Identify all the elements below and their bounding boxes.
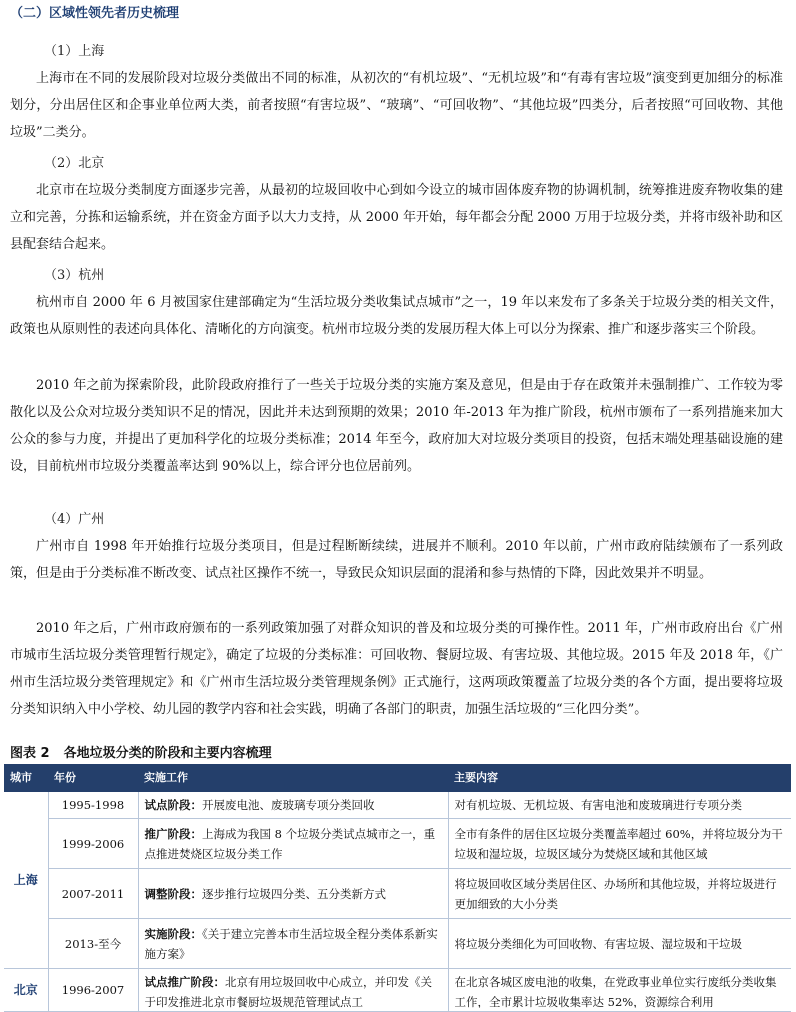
stages-table: [4, 764, 791, 1012]
paragraph-hangzhou-2: 2010 年之前为探索阶段，此阶段政府推行了一些关于垃圾分类的实施方案及意见，但是由于存在政策并未强制推广、工作较为零散化以及公众对垃圾分类知识不足的情况，因此并未达到预期的效果；2010 年-2013 年为推广阶段，杭州市颁布了一系列措施来加大公众的参与力度，并提出了更加科学化的垃圾分类标准；2014 年至今，政府加大对垃圾分类项目的投资，包括末端处理基础设施的建设，目前杭州市垃圾分类覆盖率达到 90%以上，综合评分也位居前列。: [10, 378, 783, 474]
work-cell: [138, 869, 448, 919]
figure-label: 图表 2: [10, 746, 50, 761]
header-content: 主要内容: [448, 764, 791, 791]
subheading-shanghai: （1）上海: [44, 44, 105, 59]
content-cell: 对有机垃圾、无机垃圾、有害电池和废玻璃进行专项分类: [448, 791, 791, 819]
subheading-beijing: （2）北京: [44, 156, 105, 171]
content-cell: 全市有条件的居住区垃圾分类覆盖率超过 60%，并将垃圾分为干垃圾和湿垃圾，垃圾区域分为焚烧区域和其他区域: [448, 819, 791, 869]
city-cell: 北京: [4, 969, 48, 1012]
content-cell: 将垃圾回收区域分类居住区、办场所和其他垃圾，并将垃圾进行更加细致的大小分类: [448, 869, 791, 919]
work-text: 北京有用垃圾回收中心成立，并印发《关于印发推进北京市餐厨垃圾规范管理试点工: [144, 975, 432, 1008]
work-cell: [138, 919, 448, 969]
work-text: 逐步推行垃圾四分类、五分类新方式: [202, 886, 386, 901]
work-text: 上海成为我国 8 个垃圾分类试点城市之一，重点推进焚烧区垃圾分类工作: [144, 826, 436, 861]
year-cell: 1999-2006: [48, 819, 138, 869]
year-cell: 2013-至今: [48, 919, 138, 969]
year-cell: 1995-1998: [48, 791, 138, 819]
paragraph-beijing: 北京市在垃圾分类制度方面逐步完善，从最初的垃圾回收中心到如今设立的城市固体废弃物的协调机制，统筹推进废弃物收集的建立和完善，分拣和运输系统，并在资金方面予以大力支持，从 2000 年开始，每年都会分配 2000 万用于垃圾分类，并将市级补助和区县配套结合起来。: [10, 183, 783, 252]
subheading-guangzhou: （4）广州: [44, 512, 105, 527]
subheading-hangzhou: （3）杭州: [44, 268, 105, 283]
year-cell: 2007-2011: [48, 869, 138, 919]
table-row: [4, 791, 791, 819]
paragraph-guangzhou-1: 广州市自 1998 年开始推行垃圾分类项目，但是过程断断续续，进展并不顺利。2010 年以前，广州市政府陆续颁布了一系列政策，但是由于分类标准不断改变、试点社区操作不统一，导致民众知识层面的混淆和参与热情的下降，因此效果并不明显。: [10, 539, 783, 581]
table-row: [4, 869, 791, 919]
content-cell: 将垃圾分类细化为可回收物、有害垃圾、湿垃圾和干垃圾: [448, 919, 791, 969]
table-header-row: [4, 764, 791, 791]
figure-title: [10, 742, 272, 761]
stage-label: 试点推广阶段：: [144, 975, 225, 989]
header-city: 城市: [4, 764, 48, 791]
year-cell: 1996-2007: [48, 969, 138, 1012]
work-cell: [138, 969, 448, 1012]
paragraph-guangzhou-2: 2010 年之后，广州市政府颁布的一系列政策加强了对群众知识的普及和垃圾分类的可操作性。2011 年，广州市政府出台《广州市城市生活垃圾分类管理暂行规定》，确定了垃圾的分类标准：可回收物、餐厨垃圾、有害垃圾、其他垃圾。2015 年及 2018 年，《广州市生活垃圾分类管理规定》和《广州市生活垃圾分类管理规条例》正式施行，这两项政策覆盖了垃圾分类的各个方面，提出要将垃圾分类知识纳入中小学校、幼儿园的教学内容和社会实践，明确了各部门的职责，加强生活垃圾的“三化四分类”。: [10, 621, 783, 717]
work-cell: [138, 791, 448, 819]
figure-caption: 各地垃圾分类的阶段和主要内容梳理: [63, 746, 272, 761]
table-row: [4, 969, 791, 1012]
table-row: [4, 919, 791, 969]
header-year: 年份: [48, 764, 138, 791]
content-cell: [448, 969, 791, 1012]
content-text: 在北京各城区废电池的收集，在党政事业单位实行废纸分类收集工作，全市累计垃圾收集率达 52%，资源综合利用: [454, 975, 777, 1008]
stage-label: 实施阶段：: [144, 926, 202, 941]
stage-label: 调整阶段：: [144, 886, 202, 901]
paragraph-hangzhou-1: 杭州市自 2000 年 6 月被国家住建部确定为“生活垃圾分类收集试点城市”之一，19 年以来发布了多条关于垃圾分类的相关文件，政策也从原则性的表述向具体化、清晰化的方向演变。杭州市垃圾分类的发展历程大体上可以分为探索、推广和逐步落实三个阶段。: [10, 295, 783, 337]
table-row: [4, 819, 791, 869]
section-heading: （二）区域性领先者历史梳理: [10, 6, 180, 21]
stage-label: 推广阶段：: [144, 826, 202, 841]
work-cell: [138, 819, 448, 869]
header-work: 实施工作: [138, 764, 448, 791]
city-cell: 上海: [4, 791, 48, 969]
work-text: 《关于建立完善本市生活垃圾全程分类体系新实施方案》: [144, 926, 438, 961]
work-text: 开展废电池、废玻璃专项分类回收: [202, 798, 375, 812]
stage-label: 试点阶段：: [144, 798, 202, 812]
paragraph-shanghai: 上海市在不同的发展阶段对垃圾分类做出不同的标准，从初次的“有机垃圾”、“无机垃圾”和“有毒有害垃圾”演变到更加细分的标准划分，分出居住区和企事业单位两大类，前者按照“有害垃圾”、“玻璃”、“可回收物”、“其他垃圾”四类分，后者按照“可回收物、其他垃圾”二类分。: [10, 71, 783, 140]
